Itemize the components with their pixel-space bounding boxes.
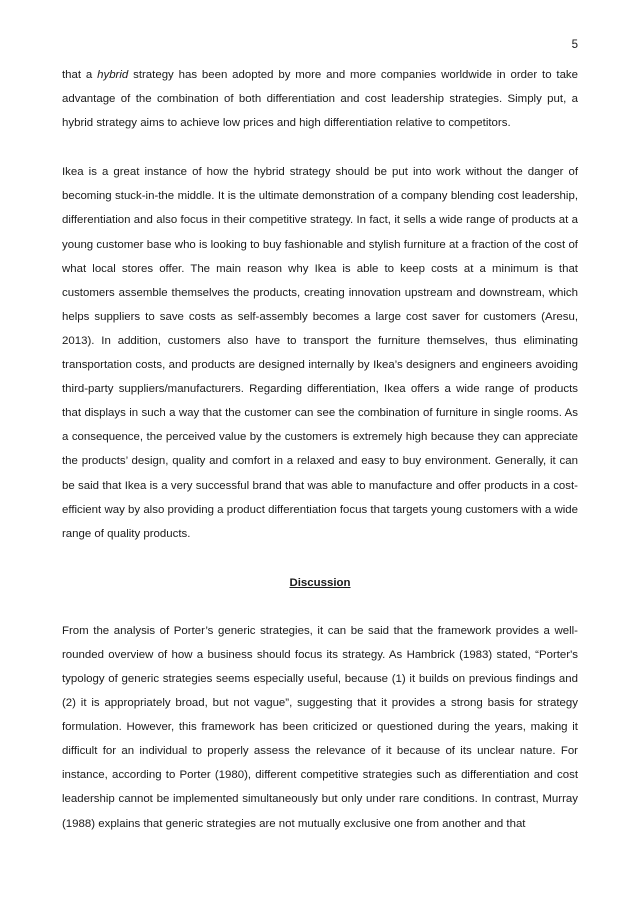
paragraph-spacer [62, 135, 578, 160]
paragraph-hybrid-strategy-lead: that a [62, 69, 98, 81]
heading-spacer [62, 595, 578, 619]
hybrid-term-italic: hybrid [97, 69, 129, 81]
section-heading-discussion: Discussion [289, 576, 351, 589]
paragraph-hybrid-strategy [62, 63, 578, 135]
paragraph-hybrid-strategy-rest: strategy has been adopted by more and more companies worldwide in order to take advantage of the combination of both differentiation and cost leadership strategies. Simply put, a hybrid strategy aims to achieve low prices and high differentiation relative to competitors. [62, 69, 579, 130]
page-number: 5 [571, 39, 578, 51]
paragraph-spacer [62, 546, 578, 571]
paragraph-discussion: From the analysis of Porter’s generic strategies, it can be said that the framework provides a well-rounded overview of how a business should focus its strategy. As Hambrick (1983) stated, “Porter's typology of generic strategies seems especially useful, because (1) it builds on previous findings and (2) it is appropriately broad, but not vague”, suggesting that it provides a strong basis for strategy formulation. However, this framework has been criticized or questioned during the years, making it difficult for an individual to properly assess the relevance of it because of its unclear nature. For instance, according to Porter (1980), different competitive strategies such as differentiation and cost leadership cannot be implemented simultaneously but only under rare conditions. In contrast, Murray (1988) explains that generic strategies are not mutually exclusive one from another and that [62, 624, 578, 830]
page-body [62, 63, 578, 836]
paragraph-ikea-example: Ikea is a great instance of how the hybrid strategy should be put into work without the danger of becoming stuck-in-the middle. It is the ultimate demonstration of a company blending cost leadership, differentiation and also focus in their competitive strategy. In fact, it sells a wide range of products at a young customer base who is looking to buy fashionable and stylish furniture at a fraction of the cost of what local stores offer. The main reason why Ikea is able to keep costs at a minimum is that customers assemble themselves the products, creating innovation upstream and downstream, which helps suppliers to save costs as self-assembly becomes a large cost saver for customers (Aresu, 2013). In addition, customers also have to transport the furniture themselves, thus eliminating transportation costs, and products are designed internally by Ikea’s designers and engineers avoiding third-party suppliers/manufacturers. Regarding differentiation, Ikea offers a wide range of products that displays in such a way that the customer can see the combination of furniture in single rooms. As a consequence, the perceived value by the customers is extremely high because they can appreciate the products’ design, quality and comfort in a relaxed and easy to buy environment. Generally, it can be said that Ikea is a very successful brand that was able to manufacture and offer products in a cost-efficient way by also providing a product differentiation focus that targets young customers with a wide range of quality products. [62, 166, 578, 540]
